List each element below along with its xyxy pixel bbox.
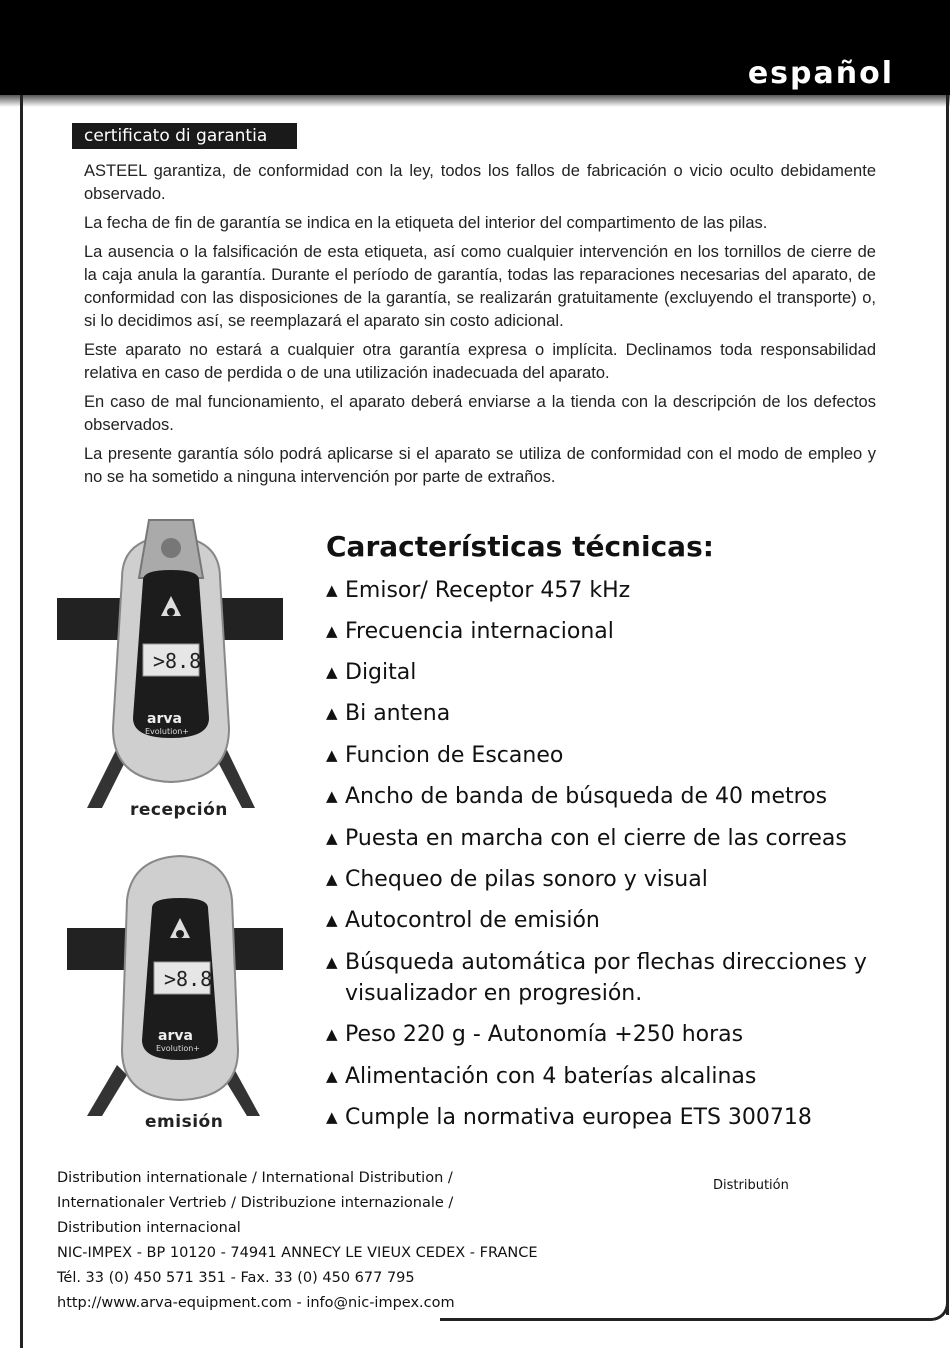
triangle-bullet-icon: ▲ <box>326 787 338 805</box>
spec-item-text: Cumple la normativa europea ETS 300718 <box>345 1105 812 1130</box>
triangle-bullet-icon: ▲ <box>326 911 338 929</box>
spec-item <box>326 823 916 854</box>
spec-item-text: Frecuencia internacional <box>345 619 614 644</box>
spec-item <box>326 616 916 647</box>
device-display: >8.8 <box>153 649 202 673</box>
triangle-bullet-icon: ▲ <box>326 870 338 888</box>
triangle-bullet-icon: ▲ <box>326 953 338 971</box>
warranty-paragraph: La presente garantía sólo podrá aplicarse si el aparato se utiliza de conformidad con el modo de empleo y no se ha sometido a ninguna intervención por parte de extraños. <box>84 445 876 486</box>
warranty-paragraph: En caso de mal funcionamiento, el aparato deberá enviarse a la tienda con la descripción de los defectos observados. <box>84 393 876 434</box>
device-model: Evolution+ <box>156 1044 201 1053</box>
warranty-text <box>84 160 876 495</box>
spec-item <box>326 1019 916 1050</box>
triangle-bullet-icon: ▲ <box>326 829 338 847</box>
warranty-section-tag: certificato di garantia <box>72 123 297 149</box>
distribution-right-label: Distributión <box>713 1178 789 1193</box>
spec-item-text: Digital <box>345 660 417 685</box>
spec-item <box>326 740 916 771</box>
page-frame-bottom <box>440 1318 928 1321</box>
device-brand: arva <box>158 1028 193 1044</box>
spec-item <box>326 1102 916 1133</box>
triangle-bullet-icon: ▲ <box>326 1067 338 1085</box>
spec-item-text: Autocontrol de emisión <box>345 908 600 933</box>
distribution-phone: Tél. 33 (0) 450 571 351 - Fax. 33 (0) 450 677 795 <box>57 1270 415 1286</box>
spec-item <box>326 1061 916 1092</box>
beacon-device-emission <box>62 850 290 1120</box>
distribution-web[interactable]: http://www.arva-equipment.com - info@nic-impex.com <box>57 1295 455 1311</box>
spec-item-text: Búsqueda automática por flechas direcciones y visualizador en progresión. <box>345 950 867 1006</box>
triangle-bullet-icon: ▲ <box>326 746 338 764</box>
warranty-paragraph: La ausencia o la falsificación de esta etiqueta, así como cualquier intervención en los tornillos de cierre de la caja anula la garantía. Durante el período de garantía, todas las reparaciones necesarias del aparato, de conformidad con las disposiciones de la garantía, se realizarán gratuitamente (excluyendo el transporte) o, si lo decidimos así, se reemplazará el aparato sin costo adicional. <box>84 243 876 330</box>
device-brand: arva <box>147 711 182 727</box>
page-frame-corner <box>918 1296 949 1321</box>
warranty-paragraph: Este aparato no estará a cualquier otra garantía expresa o implícita. Declinamos toda responsabilidad relativa en caso de perdida o de una utilización inadecuada del aparato. <box>84 341 876 382</box>
device-display: >8.8 <box>164 967 213 991</box>
specs-title: Características técnicas: <box>326 530 714 563</box>
device-model: Evolution+ <box>145 727 190 736</box>
spec-item <box>326 657 916 688</box>
triangle-bullet-icon: ▲ <box>326 663 338 681</box>
distribution-line: Internationaler Vertrieb / Distribuzione internazionale / <box>57 1195 454 1211</box>
spec-item-text: Bi antena <box>345 701 451 726</box>
spec-item-text: Chequeo de pilas sonoro y visual <box>345 867 708 892</box>
language-label: español <box>747 56 894 91</box>
spec-item <box>326 698 916 729</box>
spec-item <box>326 575 916 606</box>
distribution-address: NIC-IMPEX - BP 10120 - 74941 ANNECY LE VIEUX CEDEX - FRANCE <box>57 1245 538 1261</box>
distribution-line: Distribution internationale / International Distribution / <box>57 1170 453 1186</box>
spec-item <box>326 781 916 812</box>
header-shadow <box>0 95 950 107</box>
spec-item-text: Alimentación con 4 baterías alcalinas <box>345 1064 757 1089</box>
spec-item-text: Ancho de banda de búsqueda de 40 metros <box>345 784 828 809</box>
spec-item-text: Emisor/ Receptor 457 kHz <box>345 578 631 603</box>
warranty-paragraph: La fecha de fin de garantía se indica en la etiqueta del interior del compartimento de las pilas. <box>84 214 768 232</box>
triangle-bullet-icon: ▲ <box>326 622 338 640</box>
triangle-bullet-icon: ▲ <box>326 581 338 599</box>
spec-item-text: Funcion de Escaneo <box>345 743 564 768</box>
triangle-bullet-icon: ▲ <box>326 704 338 722</box>
distribution-line: Distribution internacional <box>57 1220 241 1236</box>
triangle-bullet-icon: ▲ <box>326 1108 338 1126</box>
triangle-bullet-icon: ▲ <box>326 1025 338 1043</box>
page-frame-right <box>946 95 949 1315</box>
warranty-paragraph: ASTEEL garantiza, de conformidad con la ley, todos los fallos de fabricación o vicio oculto debidamente observado. <box>84 162 876 203</box>
caption-emission: emisión <box>145 1112 224 1132</box>
beacon-device-reception <box>57 518 285 808</box>
spec-item-text: Puesta en marcha con el cierre de las correas <box>345 826 847 851</box>
page-frame-left <box>20 95 23 1348</box>
caption-reception: recepción <box>130 800 228 820</box>
spec-item <box>326 905 916 936</box>
spec-item <box>326 864 916 895</box>
spec-item <box>326 947 916 1009</box>
spec-item-text: Peso 220 g - Autonomía +250 horas <box>345 1022 744 1047</box>
